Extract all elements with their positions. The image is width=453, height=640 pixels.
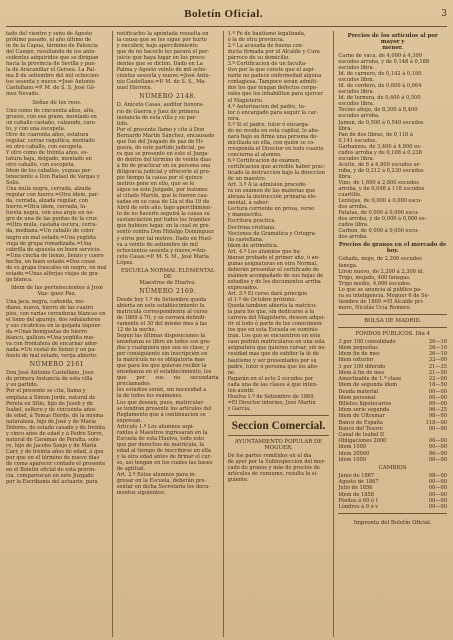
col1-signs-title: Señas de los reos. [32, 99, 82, 106]
table-row [338, 382, 447, 388]
row-label: Idem 1000 [338, 456, 367, 463]
row-label: Idem personal [338, 394, 376, 401]
row-label: Pósitos á 60 ó f [338, 497, 378, 504]
row-label: Idem fin de mes [338, 351, 380, 358]
row-value: 21—35 [428, 363, 447, 370]
col3-body-2: De los partes remitidos en el dia de ayer por la Subinspeccion del mer- cado de granos y más de precios de artículos de consumo, resulta lo si- guiente. [227, 452, 326, 484]
row-value: 26—10 [428, 338, 447, 345]
col1-signs2-text: Una jaca, negra, cañenda, me- diano, nueva, hierro de las cuatro pies, con varias cerraduras blancas en el lomo del aparejo, dos señaladores y sus cicatrices en la quijada izquier- da.=Unas boniguetas de hierro blanco, galluzo.=Una yegüita nue- va con frontalera de encarnar ador- nada.=Un costal de lienzo y un pa- ñuelo de mal estado, verija abierto. [6, 298, 106, 360]
cambios-title: CAMBIOS [378, 464, 407, 471]
col2-number-heading-2: NÚMERO 2169. [139, 287, 197, 295]
page-header [6, 0, 447, 27]
col4-granos-title: Precios de granos en el mercado de hoy. [338, 242, 447, 255]
col1-signs-text: Uno como de cincuenta años, alto, grueso, con ese grano, montado en un caballo castaño, calzando, care- to, y con una escopeta. Otro de cuarenta años, estatura regular, cerraz raquítica, montado en otro caballo, con escopeta. Y otro como de treinta años, es- tatura baja, delgado, montado en otro caballo, con escopeta. Idem de los caballos, yeguas per- teneciente a Don Rafael de Vargas y Solis. Una mula negra, cerrada, alzada regular con hierro.=Otra idem, par- da, cerrada, alzada regular, con hierro.=Otra idem, cerrada, lu- fureta negra, con una argis en ne- gro de una de las puntas de la cruz. =Otra mula, castaña oscura, cerra- da, mediana.=Un caballo de color negro en mal estado.=Una yegüita vieja de grupa romadizada.=Una cabrilla de apuesta en buen servicio. =Una cincha de lienzo, lienzo y cuero hecha, en buen estado.=Dos cosas de su grapa trascalso en negro, en mal estado.=Unas alforjas viejas de gra- ga blanca. [6, 107, 107, 283]
row-value: 00—00 [428, 394, 447, 401]
row-value: 00—00 [428, 497, 447, 504]
row-value: 00—00 [428, 491, 447, 498]
section-rule [338, 327, 447, 328]
bolsa-subtitle: FONDOS PÚBLICOS. Dia 4 [355, 330, 430, 337]
row-value: 32—00 [428, 357, 447, 364]
col2-top-text: notificarles la apuntada resuelta en la causa que se les sigue por hurto y encubrir, bajo apercibimiento que de no hacerlo les parará el per- juicio que haya lugar en los proce- dentes que se dicten. Dado en La Palma y Agosto veinte de mil ocho- cientos sesenta y nueve.=José Anto- nio Castellano.=P. M. de S. S., Ma- nuel Herrera. [116, 31, 211, 92]
row-label: Idem á fin de mes [338, 369, 385, 376]
row-value: 00—00 [428, 388, 447, 395]
col1-number-heading: NÚMERO 2161 [29, 361, 85, 369]
table-row [338, 504, 447, 510]
col3-body-1: 1.º Fé de bautismo legalizada, ó la de otra provincia. 2.º La acusada de buena con- ducta firmada por el Alcalde y Cura párroco de su domicilio. 3.º Certificacion de un faculta- tivo por la que conste que el aspi- rante no padece enfermedad alguna contagiosa. Tampoco serán admiti- dos los que tengan defectos corpo- rales que los inhabiliten para ejercer el Magisterio. 4.º Autorizacion del padre, tu- tor ó encargado para seguir la car- rera. 5.º Si el padre, tutor ó encarga- do no reside en esta capital, lo abo- nará bajo su firma una persona do- miciliada en ella, con quién se co- rresponda el Director en todo cuanto concierna al alumno. 6.º Certificación de exámen, certificacion que acredite haber prac- ticado la instruccion bajo la direccion de un maestro. Art. 3.º Á la admision procede- rá un exámen de las materias que abraza la instrucción primaria ele- mental, á saber: Lectura corriente en prosa, verso y manuscrito. Escritura práctica. Doctrina cristiana. Nociones de Gramática y Ortogra- fía castellana. Idem de aritmética. Art. 4.º Los alumnos que hu- bieran probado el primer año, ó an- gunas asignaturas en otra Normal, deberán presentar el certificado de exámen acompañado de sus hojas de estudios y de los documentos arriba expresados. Art. 5.º El curso dará principio el 1.º de Octubre próximo. Queda tambien abierta la matrícu- la para los que, sin dedicarse á la carrera del Magisterio, deseen adqui- rir el todo ó parte de los conocimien- tos que en esta Escuela se suminis- tran. Los que se encuentren en este caso podrán matricularse en una sola asignatura que quieran cursar, sin ne- cesidad mas que de exhibir la fé de bautismo y ser presentados por su padre, tutor ó persona que los abo- ne. Pagarán en el acto 2 escudos por cada una de las clases á que inten- ten asistir. Huelva 1.º de Setiembre de 1869. =El Director interino, José Martín y García. [227, 31, 327, 412]
row-label: Agosto de 1867 [338, 479, 379, 486]
row-label: Idem de Ultramar [338, 413, 385, 420]
section-rule [228, 435, 330, 436]
row-value: 18—50 [428, 382, 447, 389]
column-4 [338, 31, 447, 637]
row-label: Billetes hipotecarios [338, 400, 392, 407]
columns [6, 31, 447, 637]
column-divider [112, 31, 113, 637]
row-value: 00—00 [428, 425, 447, 432]
col1-signs2-title: Idem de las pertenecientes á José Vaz- quez Paz. [10, 284, 103, 297]
row-value: 00—00 [428, 479, 447, 486]
row-value: 98—00 [428, 413, 447, 420]
row-value: 96—00 [428, 450, 447, 457]
col1-body-text: Don José Antonio Castellano, Juez de primera Instancia de esta villa y su partido. Por el presente se cita, llama y emplaza á Simon Jorde, natural de Pereta en Sitio, hijo de Juseb y de Isabel, soltero y de cincuenta años de edad, á Tomas Herdo, de la misma naturaleza, hijo de José y de María Dolores, de estado casado y de treinta y cinco años de edad y á Pedro Sorro, natural de Caramas de Peralta, sole- ro, hijo de Jacobo Sanjo y de María Carr, y de treinta años de edad, á que por que en el término de nueve dias de como aparecer contado el presente en el Boletín oficial de esta provin- cia, comparezcan en este Juzgado por la Escribanía del actuario, para [6, 370, 106, 486]
row-value: 90—00 [428, 444, 447, 451]
col2-number-heading-1: NÚMERO 2148. [139, 93, 197, 101]
table-row [338, 457, 447, 463]
section-title-comercial: Seccion Comercial. [231, 419, 326, 432]
row-value: 21—50 [428, 369, 447, 376]
row-label: Obligaciones 2000 [338, 438, 387, 445]
col4-prices-title: Precios de los artículos al por mayor y menor. [347, 33, 438, 51]
col3-ayuntamiento-title: AYUNTAMIENTO POPULAR DE MOGUER. [234, 438, 323, 451]
column-3 [228, 31, 330, 637]
row-label: Julio de 1856 [338, 485, 373, 492]
row-value: 99—00 [428, 400, 447, 407]
row-label: Idem 20000 [338, 450, 370, 457]
column-1 [6, 31, 108, 637]
row-value: 118—00 [425, 419, 447, 426]
column-divider [223, 31, 224, 637]
section-rule [338, 314, 447, 315]
col4-prices-text: Carne de vaca, de 4,000 á 4,300 escudos arroba, y de 0,148 á 0,188 escudos libra. Id. de carnero, de 0,142 á 0,180 escudos libra. Id. de cordero, de 0,600 á 0,664 escudos libra. Id. de ternera, de 0,400 á 0,500 escudos libra. Tocino añejo, de 8,300 á 8,400 escudos arroba. Jamon, de 0,500 á 0,540 escudos libra. Pan de dos libras, de 0,118 á 0,141 escudos. Garbanzos, de 3,400 á 4,800 es- cudos arroba y de 0,108 á 0,238 escudos libra. Aceite, de 6 á 6,800 escudos ar- roba, y de 0,212 á 0,230 escudos libra. Vino, de 1,600 á 2,800 escudos arroba, y de 0,048 á 118 escudos cuartillo. Lentejas, de 0,000 á 0,000 escu- dos arroba. Patatas, de 0,000 á 0,000 escu- dos arroba, y de 0,000 á 0,000 es- cudos libra. Carbon, de 0,000 á 0,000 escu- dos arroba. [338, 53, 430, 241]
row-label: 3 por 100 consolidado [338, 338, 396, 345]
row-label: Idem de segunda idem [338, 382, 398, 389]
page-number: 3 [441, 9, 447, 19]
col1-top-text: tado del vientre y seño de Agosto prótimo pasado, el año último de in de la Capua, término de Palencia del Campo, resultando de los ante- cedentes adquiridos que se dirigian hacia la provincia de Sevilla y pue- la de Aracanillar el Gersea. La Pal- ma 8 de setiembre del mil ochocien- tos sesenta y nueve.=José Antonio Castellano.=P. M. de S. S. José Gó- mez Nevado. [6, 31, 100, 98]
column-2 [117, 31, 219, 637]
column-divider [333, 31, 334, 637]
row-label: Idem exterior [338, 357, 374, 364]
row-value: 26—10 [428, 345, 447, 352]
row-label: 3 por 100 diferido [338, 363, 386, 370]
row-value: 00—00 [428, 485, 447, 492]
col2-body-1: D. Aniceto Casas, auditor honora- rio de Guerra y Juez de primera instancia de esta villa y su par- tido. Por el presente llamo y cito á Don Bernardo Martín Sánchez, encausado que fué del Juzgado de paz de Hi- guera, de este partido judicial, pa- ra que se presente en este el Juzga- do dentro del término de veinte dias á fin de practicar en su persona una diligencia judicial y ofrecerle el pro- pio tiempo la causa por el quince metros pone en ello, que se le sigue en este Juzgado, por lesiones al citado Martín, que le fueron cau- sadas en su casa de Lla el dia 19 de Abril de este año, bajo apercibimien- to de no hacerlo seguirá la causa su sustanciacion por todos los trámites que hubiere lugar, en la cual se pre- sentó contra Don Hidalgo Domínguez y otros por tal motivo. Dado en Huel- va a veinte de setiembre de mil ochocientos sesenta y nueve.=Ani- ceto Casas.=P. M. S. M., José María López. [116, 102, 215, 266]
col2-school-title: ESCUELA NORMAL ELEMENTAL DE Maestros de Huelva. [120, 267, 215, 286]
row-label: Junio de 1867 [338, 472, 375, 479]
bolsa-title: BOLSA DE MADRID. [364, 317, 422, 324]
row-label: Canal de Isabel II [338, 431, 384, 438]
section-rule [228, 415, 330, 416]
row-label: Idem de 1858 [338, 491, 374, 498]
row-label: Deuda material [338, 388, 379, 395]
page-title: Boletín Oficial. [184, 8, 264, 20]
row-value: 00—00 [428, 438, 447, 445]
row-value: 96—25 [428, 407, 447, 414]
bolsa-table [338, 339, 447, 463]
col4-granos-text: Cebada, mojo, de 2,200 escudos fanega. Liron nuevo, de 2,200 á 2,300 id. Trigo, mojado, 400 fanegas. Trigo medio, 4,000 escudos. Lo que se anuncia al público pa- ra su inteligencia. Moguer 6 de Se- tiembre de 1869.=El Alcalde pri- mero, Nicolás Ucía Romero. [338, 256, 430, 311]
row-label: Idem 1000 [338, 444, 367, 451]
printer-footer: Imprenta del Boletín Oficial. [353, 520, 432, 527]
row-label: Banco de España [338, 419, 383, 426]
row-label: Idem pequeñas [338, 345, 378, 352]
row-value: 00—00 [428, 456, 447, 463]
col2-body-2: Desde hoy 1.º de Setiembre queda abierta en este establecimiento la matrícula correspondiente al curso de 1869 á 70, y se cerrará definiti- vamente el 30 del mismo mes á las 12 de la noche. Segun las últimas disposiciones la enseñanza es libre en todos sus gra- dos y cualquiera que sea su clase, y por consiguiente sin inscripción en la matrícula no es obligatoria mas que para los que quieran recibir la enseñanza en el establecimiento, los que por sus no secundaria preclamados los estudios serán, sin necesidad a la de todos los exámenes. Los que deseen, pues, matricular- se tendrán presente los artículos del Reglamento que á continuacion se expresan. Artículo 1.º Los alumnos aspi- rantes á Maestros ingresarán en la Escuela de esta Huelva, todo esto que por derechos de matrícula, la edad al tiempo de inscribirse en ella y la otra edad antes de firmar el cur- so, así tengan en los cuales las bases de aptitud. Art. 2.º Estos alumnos para in- gresar en la Escuela, deberán pre- sentar en dicha Secretaría los docu- mentos siguientes: [116, 296, 219, 497]
row-value: 00—00 [428, 503, 447, 510]
row-label: Amortizable de 1.ª clase [338, 376, 402, 383]
row-label: Banco del Tesoro [338, 425, 383, 432]
row-label: Lóndres á 9 ó v [338, 503, 379, 510]
cambios-table [338, 473, 447, 510]
row-value: 26—10 [428, 351, 447, 358]
section-rule [338, 513, 447, 514]
row-value: 22—00 [428, 376, 447, 383]
row-label: Idem serie segunda [338, 407, 390, 414]
row-value: 98—00 [428, 472, 447, 479]
